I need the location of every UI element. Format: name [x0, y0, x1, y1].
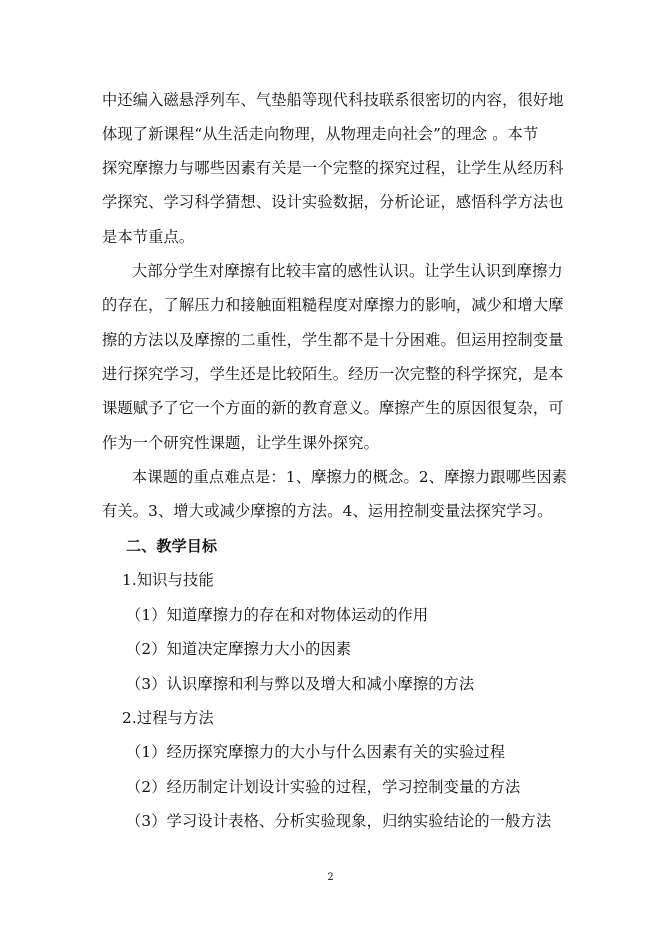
paragraph-3-line-1: 本课题的重点难点是：1、摩擦力的概念。2、摩擦力跟哪些因素 [132, 468, 568, 486]
subsection-2-title: 2.过程与方法 [122, 709, 214, 727]
subsection-2-item-1: （1）经历探究摩擦力的大小与什么因素有关的实验过程 [126, 743, 506, 761]
subsection-2-item-3: （3）学习设计表格、分析实验现象，归纳实验结论的一般方法 [126, 812, 552, 830]
paragraph-2-line-6: 作为一个研究性课题，让学生课外探究。 [102, 434, 379, 452]
section-heading: 二、教学目标 [126, 537, 218, 555]
subsection-1-item-1: （1）知道摩擦力的存在和对物体运动的作用 [126, 606, 429, 624]
paragraph-1-line-2: 体现了新课程“从生活走向物理，从物理走向社会”的理念 。本节 [102, 125, 539, 143]
paragraph-2-line-1: 大部分学生对摩擦有比较丰富的感性认识。让学生认识到摩擦力 [132, 262, 563, 280]
paragraph-2-line-3: 擦的方法以及摩擦的二重性，学生都不是十分困难。但运用控制变量 [102, 331, 564, 349]
paragraph-2-line-5: 课题赋予了它一个方面的新的教育意义。摩擦产生的原因很复杂，可 [102, 399, 564, 417]
page-number: 2 [327, 872, 334, 883]
subsection-1-title: 1.知识与技能 [122, 571, 214, 589]
paragraph-1-line-3: 探究摩擦力与哪些因素有关是一个完整的探究过程，让学生从经历科 [102, 159, 564, 177]
paragraph-1-line-5: 是本节重点。 [102, 228, 195, 246]
paragraph-1-line-1: 中还编入磁悬浮列车、气垫船等现代科技联系很密切的内容，很好地 [102, 91, 564, 109]
subsection-1-item-3: （3）认识摩擦和利与弊以及增大和减小摩擦的方法 [126, 675, 475, 693]
subsection-2-item-2: （2）经历制定计划设计实验的过程，学习控制变量的方法 [126, 778, 521, 796]
paragraph-2-line-4: 进行探究学习，学生还是比较陌生。经历一次完整的科学探究，是本 [102, 365, 564, 383]
paragraph-1-line-4: 学探究、学习科学猜想、设计实验数据，分析论证，感悟科学方法也 [102, 193, 564, 211]
paragraph-2-line-2: 的存在，了解压力和接触面粗糙程度对摩擦力的影响，减少和增大摩 [102, 296, 564, 314]
subsection-1-item-2: （2）知道决定摩擦力大小的因素 [126, 640, 352, 658]
paragraph-3-line-2: 有关。3、增大或减少摩擦的方法。4、运用控制变量法探究学习。 [102, 502, 553, 520]
